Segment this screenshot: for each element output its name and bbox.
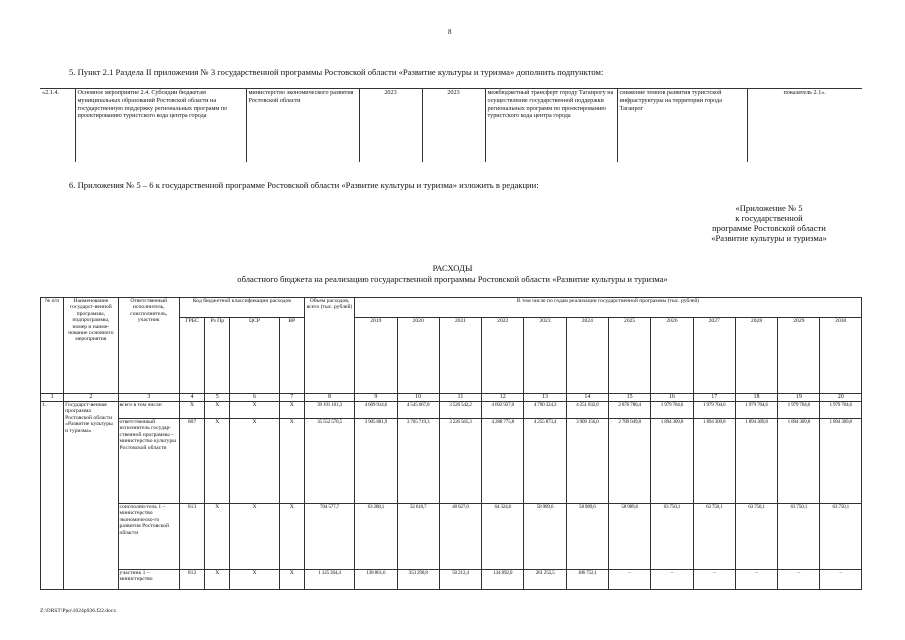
row-value: 1 979 704,6 [778,402,820,419]
row-value: 1 979 704,6 [651,402,693,419]
row-rzpr: Х [205,504,230,570]
item5-num: «2.1.4. [40,89,75,162]
header-year: 2024 [566,318,608,394]
header-rzpr: Рз Пр [205,318,230,394]
header-year: 2021 [439,318,481,394]
row-value: – [608,570,650,590]
header-year: 2027 [693,318,735,394]
row-value: 50 212,4 [439,570,481,590]
row-vr: Х [279,570,304,590]
row-value: 4 288 775,8 [482,419,524,504]
header-year: 2028 [735,318,777,394]
row-value: 63 288,1 [355,504,397,570]
row-csr: Х [230,570,279,590]
row-value: 4 692 937,0 [482,402,524,419]
row-value: 1 979 704,6 [693,402,735,419]
row-value: 4 251 032,0 [566,402,608,419]
header-grbs: ГРБС [179,318,204,394]
group-name: Государст-венная программа Ростовской области «Развитие культуры и туризма» [64,402,118,590]
col-number: 13 [524,394,566,402]
col-number: 1 [41,394,64,402]
header-code-group: Код бюджетной классификации расходов [179,298,304,318]
col-number: 20 [820,394,862,402]
row-value: 4 790 324,3 [524,402,566,419]
header-year: 2019 [355,318,397,394]
row-value: 4 255 873,4 [524,419,566,504]
row-value: 58 989,6 [608,504,650,570]
header-year: 2023 [524,318,566,394]
item5-table [40,88,862,162]
row-value: 4 545 067,8 [397,402,439,419]
row-value: 48 627,0 [439,504,481,570]
item5-start: 2023 [359,89,422,162]
col-number: 3 [118,394,179,402]
header-year: 2025 [608,318,650,394]
row-value: 1 894 309,8 [820,419,862,504]
row-value: 4 609 914,6 [355,402,397,419]
header-executor: Ответственный исполнитель, соисполнитель, участник [118,298,179,394]
header-volume: Объем расходов, всего (тыс. рублей) [304,298,354,394]
col-number: 19 [778,394,820,402]
row-executor: всего в том числе: [118,402,179,419]
row-value: 134 892,0 [482,570,524,590]
row-vr: Х [279,402,304,419]
item5-row [40,89,862,162]
row-grbs: 813 [179,504,204,570]
col-number: 5 [205,394,230,402]
row-value: 32 618,7 [397,504,439,570]
col-number: 2 [64,394,118,402]
row-value: 63 750,1 [693,504,735,570]
row-value: 3 905 881,9 [355,419,397,504]
row-value: – [693,570,735,590]
row-grbs: Х [179,402,204,419]
item5-end: 2023 [422,89,485,162]
row-csr: Х [230,504,279,570]
col-number: 6 [230,394,279,402]
header-year: 2026 [651,318,693,394]
file-path-footer: Z:\ORST\Ppo\1024p936.f22.docx [40,608,117,614]
col-number: 15 [608,394,650,402]
row-value: 63 750,1 [735,504,777,570]
item5-direction: межбюджетный трансферт городу Таганрогу на осуществление государственной поддержки региональных программ по проектированию туристского кода центра города [485,89,617,162]
col-number: 11 [439,394,481,402]
table-row [41,419,862,504]
item5-executor: министерство экономического развития Ростовской области [246,89,359,162]
row-value: 138 861,6 [355,570,397,590]
header-year: 2029 [778,318,820,394]
row-value: 1 894 309,8 [693,419,735,504]
row-value: 2 789 049,8 [608,419,650,504]
row-grbs: 807 [179,419,204,504]
row-value: 2 876 780,4 [608,402,650,419]
row-value: 1 979 704,6 [735,402,777,419]
col-number: 18 [735,394,777,402]
row-value: 1 894 309,8 [735,419,777,504]
header-year: 2022 [482,318,524,394]
table-title: РАСХОДЫ [432,263,473,273]
column-numbers-row [41,394,862,402]
row-value: 1 894 309,8 [778,419,820,504]
row-total: 704 577,7 [304,504,354,570]
row-value: 353 290,8 [397,570,439,590]
row-rzpr: Х [205,402,230,419]
row-value: 63 750,1 [820,504,862,570]
row-value: 63 750,1 [778,504,820,570]
page-number: 8 [448,28,452,36]
row-vr: Х [279,419,304,504]
item6-paragraph: 6. Приложения № 5 – 6 к государственной программе Ростовской области «Развитие культуры и туризма» изложить в редакции: [69,180,539,190]
appendix-line: «Развитие культуры и туризма» [711,233,827,243]
appendix-heading [689,203,849,243]
appendix-line: «Приложение № 5 [735,203,803,213]
header-name: Наименование государст-венной программы, подпрограммы, номер и наиме-нование основного мероприятия [64,298,118,394]
item5-name: Основное мероприятие 2.4. Субсидии бюджетам муниципальных образований Ростовской области на государственную поддержку региональных программ по проектированию туристского кода центра города [75,89,246,162]
row-executor: участник 1 – министерство [118,570,179,590]
col-number: 10 [397,394,439,402]
col-number: 9 [355,394,397,402]
expenses-table [40,297,862,590]
row-value: 63 750,1 [651,504,693,570]
row-value: 58 989,6 [524,504,566,570]
row-value: 3 705 719,3 [397,419,439,504]
col-number: 14 [566,394,608,402]
item5-indicator: показатель 2.1». [747,89,862,162]
row-value: – [651,570,693,590]
row-total: 1 125 264,4 [304,570,354,590]
appendix-line: программе Ростовской области [712,223,826,233]
table-subtitle: областного бюджета на реализацию государственной программы Ростовской области «Развитие культуры и туризма» [237,274,668,284]
row-total: 39 191 101,3 [304,402,354,419]
row-value: – [735,570,777,590]
row-vr: Х [279,504,304,570]
row-value: 3 909 156,0 [566,419,608,504]
header-year: 2020 [397,318,439,394]
row-value: – [820,570,862,590]
row-total: 35 552 570,5 [304,419,354,504]
appendix-line: к государственной [735,213,803,223]
col-number: 8 [304,394,354,402]
row-rzpr: Х [205,570,230,590]
row-value: 58 989,6 [566,504,608,570]
row-value: 1 894 309,8 [651,419,693,504]
col-number: 7 [279,394,304,402]
header-csr: ЦСР [230,318,279,394]
row-value: 261 255,5 [524,570,566,590]
row-csr: Х [230,402,279,419]
row-executor: соисполни-тель 1 – министерство экономическо-го развития Ростовской области [118,504,179,570]
header-years-group: В том числе по годам реализации государственной программы (тыс. рублей) [355,298,862,318]
table-row [41,504,862,570]
header-vr: ВР [279,318,304,394]
row-value: 1 979 704,6 [820,402,862,419]
row-executor: ответственный исполнитель государ-ственной программы – министерство культуры Ростовской области [118,419,179,504]
header-year: 2030 [820,318,862,394]
row-value: 64 324,6 [482,504,524,570]
group-num: 1. [41,402,64,590]
row-value: 186 752,1 [566,570,608,590]
table-row [41,402,862,419]
col-number: 17 [693,394,735,402]
row-csr: Х [230,419,279,504]
col-number: 4 [179,394,204,402]
col-number: 12 [482,394,524,402]
row-value: 3 226 565,3 [439,419,481,504]
item5-consequence: снижение темпов развития туристской инфраструктуры на территории города Таганрог [617,89,747,162]
col-number: 16 [651,394,693,402]
row-value: – [778,570,820,590]
header-num: № п/п [41,298,64,394]
row-value: 3 526 542,2 [439,402,481,419]
table-row [41,570,862,590]
row-grbs: 812 [179,570,204,590]
row-rzpr: Х [205,419,230,504]
item5-paragraph: 5. Пункт 2.1 Раздела II приложения № 3 государственной программы Ростовской области «Развитие культуры и туризма» дополнить подпунктом: [69,67,604,77]
